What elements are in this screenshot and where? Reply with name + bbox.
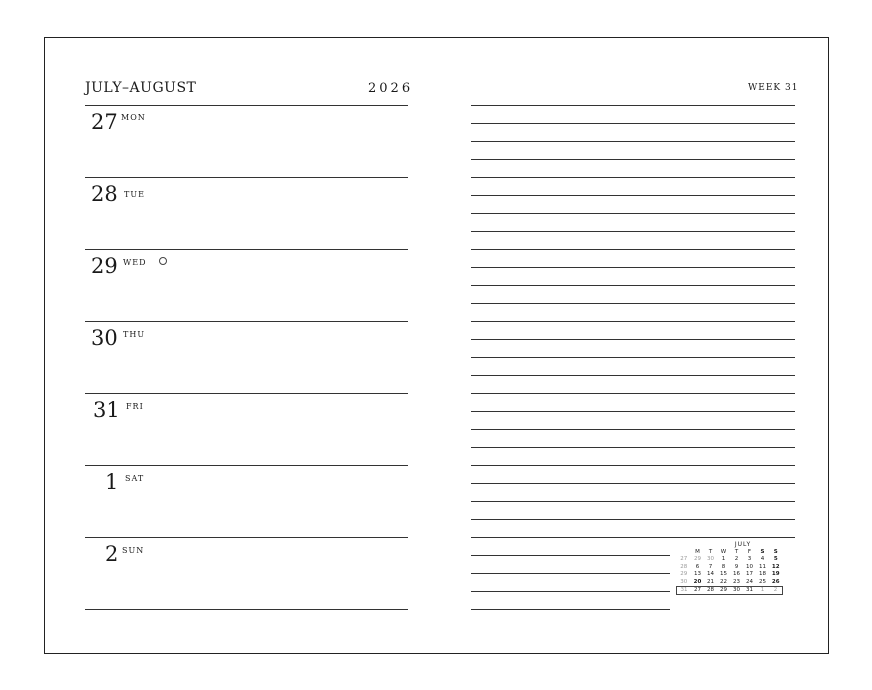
day-name: MON <box>121 113 146 122</box>
day-divider <box>85 177 408 178</box>
date-cell: 31 <box>743 587 756 595</box>
week-row <box>677 571 783 578</box>
day-divider <box>85 537 408 538</box>
week-row <box>677 564 783 571</box>
month-range-title: JULY–AUGUST <box>85 80 197 96</box>
mini-calendar <box>676 541 796 595</box>
date-cell: 23 <box>733 578 740 585</box>
note-line <box>471 609 670 610</box>
date-cell: 17 <box>746 571 753 578</box>
weekday-header: T <box>708 549 713 555</box>
note-line <box>471 339 795 340</box>
weekday-header <box>677 549 692 556</box>
note-line <box>471 105 795 106</box>
day-divider <box>85 249 408 250</box>
day-number: 30 <box>91 326 118 350</box>
note-line <box>471 321 795 322</box>
day-number: 27 <box>91 110 118 134</box>
week-number: 27 <box>680 556 688 563</box>
date-cell: 28 <box>704 587 717 595</box>
date-cell: 30 <box>707 556 714 563</box>
week-number: 29 <box>680 571 688 578</box>
date-cell: 12 <box>771 563 780 570</box>
note-line <box>471 357 795 358</box>
weekday-header: S <box>760 549 765 555</box>
weekday-header: F <box>747 549 752 555</box>
date-cell: 22 <box>720 578 727 585</box>
note-line <box>471 123 795 124</box>
date-cell: 18 <box>759 571 766 578</box>
date-cell: 29 <box>717 587 730 595</box>
note-line <box>471 195 795 196</box>
note-line <box>471 249 795 250</box>
mini-calendar-grid <box>676 549 783 595</box>
current-week-row <box>677 587 783 595</box>
day-name: SUN <box>122 546 145 555</box>
note-line <box>471 231 795 232</box>
day-number: 28 <box>91 182 118 206</box>
note-line <box>471 447 795 448</box>
day-number: 31 <box>93 398 120 422</box>
day-divider <box>85 105 408 106</box>
date-cell: 8 <box>721 563 726 570</box>
week-number: 31 <box>677 587 692 595</box>
weekday-header: W <box>720 549 727 555</box>
note-line <box>471 483 795 484</box>
weekday-header-row <box>677 549 783 556</box>
date-cell: 11 <box>759 563 766 570</box>
date-cell: 21 <box>707 578 714 585</box>
day-divider <box>85 321 408 322</box>
date-cell: 27 <box>691 587 704 595</box>
date-cell: 25 <box>759 578 766 585</box>
note-line <box>471 267 795 268</box>
weekday-header: M <box>695 549 700 555</box>
day-name: SAT <box>125 474 145 483</box>
day-name: WED <box>123 258 147 267</box>
date-cell: 30 <box>730 587 743 595</box>
date-cell: 13 <box>694 571 701 578</box>
note-line <box>471 393 795 394</box>
date-cell: 7 <box>708 563 713 570</box>
week-label: WEEK 31 <box>748 83 799 93</box>
date-cell: 2 <box>769 587 783 595</box>
day-number: 29 <box>91 254 118 278</box>
weekday-header: S <box>773 549 778 555</box>
note-line <box>471 537 795 538</box>
note-line <box>471 573 670 574</box>
weekday-header: T <box>734 549 739 555</box>
week-row <box>677 556 783 563</box>
mini-calendar-title: JULY <box>734 541 752 548</box>
moon-phase-icon <box>159 257 167 265</box>
note-line <box>471 375 795 376</box>
date-cell: 29 <box>694 556 701 563</box>
day-divider <box>85 609 408 610</box>
day-number: 1 <box>105 470 119 494</box>
date-cell: 9 <box>734 563 739 570</box>
date-cell: 24 <box>746 578 753 585</box>
date-cell: 1 <box>721 556 726 563</box>
date-cell: 10 <box>746 563 753 570</box>
day-divider <box>85 465 408 466</box>
date-cell: 19 <box>771 571 780 578</box>
date-cell: 16 <box>733 571 740 578</box>
day-name: FRI <box>126 402 144 411</box>
date-cell: 14 <box>707 571 714 578</box>
note-line <box>471 591 670 592</box>
note-line <box>471 285 795 286</box>
date-cell: 2 <box>734 556 739 563</box>
date-cell: 4 <box>760 556 765 563</box>
date-cell: 15 <box>720 571 727 578</box>
day-name: TUE <box>124 190 145 199</box>
note-line <box>471 303 795 304</box>
week-number: 30 <box>680 578 688 585</box>
note-line <box>471 177 795 178</box>
note-line <box>471 159 795 160</box>
note-line <box>471 501 795 502</box>
day-name: THU <box>123 330 146 339</box>
day-divider <box>85 393 408 394</box>
week-row <box>677 579 783 587</box>
day-number: 2 <box>105 542 119 566</box>
note-line <box>471 213 795 214</box>
note-line <box>471 141 795 142</box>
note-line <box>471 465 795 466</box>
date-cell: 20 <box>693 578 702 585</box>
note-line <box>471 411 795 412</box>
date-cell: 1 <box>756 587 769 595</box>
date-cell: 26 <box>771 578 780 585</box>
note-line <box>471 555 670 556</box>
week-number: 28 <box>680 563 688 570</box>
note-line <box>471 519 795 520</box>
date-cell: 5 <box>773 556 778 563</box>
date-cell: 6 <box>695 563 700 570</box>
year-label: 2026 <box>368 81 414 96</box>
note-line <box>471 429 795 430</box>
date-cell: 3 <box>747 556 752 563</box>
